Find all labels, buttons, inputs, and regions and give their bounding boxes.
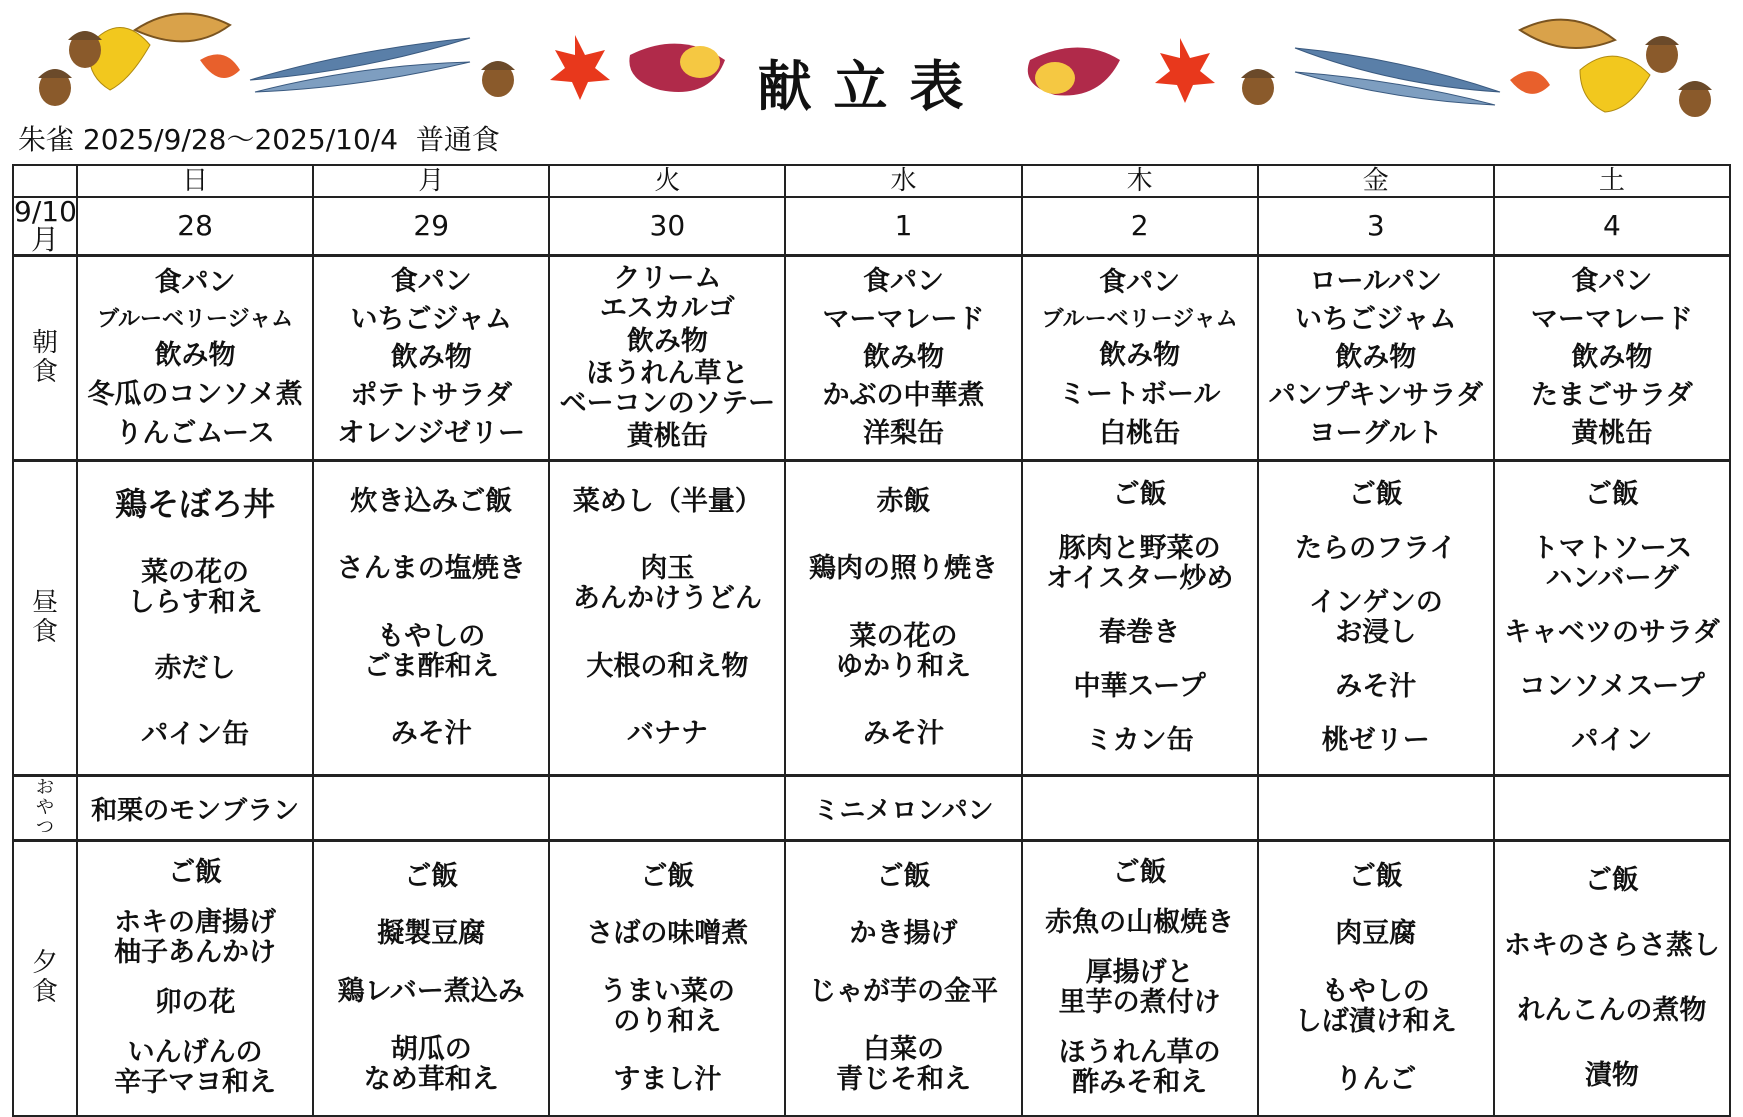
menu-item: ご飯 bbox=[1584, 479, 1639, 510]
dinner-row-cell bbox=[313, 841, 549, 1116]
menu-item: 肉豆腐 bbox=[1335, 918, 1417, 950]
snack-cell: ミニメロンパン bbox=[785, 776, 1021, 841]
menu-item: すまし汁 bbox=[613, 1063, 722, 1095]
day-name: 日 bbox=[77, 165, 313, 197]
day-date: 2 bbox=[1022, 197, 1258, 256]
lunch-row-cell bbox=[549, 461, 785, 776]
menu-item: ヨーグルト bbox=[1308, 418, 1443, 449]
breakfast-row-cell bbox=[1494, 256, 1730, 461]
chestnut-leaf-icon bbox=[135, 14, 230, 42]
snack-row bbox=[13, 776, 1730, 841]
menu-item: 飲み物 bbox=[1099, 339, 1181, 371]
menu-item: かぶの中華煮 bbox=[822, 380, 985, 411]
menu-item: たらのフライ bbox=[1295, 533, 1457, 564]
menu-item: ホキのさらさ蒸し bbox=[1503, 929, 1720, 961]
dinner-row-label: 夕 食 bbox=[13, 841, 77, 1116]
lunch-row-cell bbox=[785, 461, 1021, 776]
menu-item: パイン bbox=[1571, 725, 1653, 756]
menu-table bbox=[12, 164, 1731, 1117]
day-date: 29 bbox=[313, 197, 549, 256]
breakfast-row-cell bbox=[785, 256, 1021, 461]
menu-item: じゃが芋の金平 bbox=[808, 976, 998, 1008]
menu-item: 大根の和え物 bbox=[586, 650, 749, 682]
dinner-row-cell bbox=[549, 841, 785, 1116]
menu-item: りんごムース bbox=[115, 417, 275, 449]
menu-item: 肉玉 あんかけうどん bbox=[572, 553, 762, 615]
lunch-row-cell bbox=[1258, 461, 1494, 776]
menu-item: 飲み物 bbox=[390, 342, 472, 373]
corner-cell bbox=[13, 165, 77, 197]
menu-item: ポテトサラダ bbox=[350, 380, 513, 411]
menu-item: ご飯 bbox=[1348, 860, 1403, 892]
day-name: 火 bbox=[549, 165, 785, 197]
menu-item: 卯の花 bbox=[154, 987, 236, 1019]
menu-item: 食パン bbox=[390, 266, 472, 297]
menu-item: みそ汁 bbox=[862, 718, 944, 750]
menu-item: 炊き込みご飯 bbox=[350, 485, 513, 517]
menu-item: ブルーベリージャム bbox=[1041, 306, 1238, 332]
menu-item: みそ汁 bbox=[1335, 671, 1417, 702]
menu-item: 飲み物 bbox=[1335, 342, 1417, 373]
menu-item: 鶏そぼろ丼 bbox=[115, 485, 276, 523]
menu-item: クリーム エスカルゴ bbox=[599, 263, 735, 325]
day-date: 1 bbox=[785, 197, 1021, 256]
menu-item: 食パン bbox=[1099, 266, 1181, 298]
day-name-row bbox=[13, 165, 1730, 197]
menu-item: 桃ゼリー bbox=[1321, 725, 1430, 756]
dinner-row-cell bbox=[1494, 841, 1730, 1116]
day-name: 月 bbox=[313, 165, 549, 197]
dinner-row-cell bbox=[77, 841, 313, 1116]
menu-item: バナナ bbox=[626, 718, 708, 750]
menu-item: 春巻き bbox=[1099, 617, 1181, 648]
day-name: 土 bbox=[1494, 165, 1730, 197]
menu-item: 冬瓜のコンソメ煮 bbox=[87, 378, 303, 410]
menu-item: 擬製豆腐 bbox=[377, 918, 486, 950]
lunch-row-cell bbox=[1022, 461, 1258, 776]
breakfast-row-cell bbox=[77, 256, 313, 461]
day-date: 28 bbox=[77, 197, 313, 256]
menu-item: 菜の花の しらす和え bbox=[127, 557, 263, 618]
menu-item: うまい菜の のり和え bbox=[599, 976, 735, 1038]
date-row bbox=[13, 197, 1730, 256]
menu-item: 鶏レバー煮込み bbox=[337, 976, 525, 1008]
menu-item: いんげんの 辛子マヨ和え bbox=[114, 1037, 277, 1099]
menu-item: ご飯 bbox=[876, 860, 931, 892]
dinner-row-cell bbox=[1022, 841, 1258, 1116]
dinner-row-cell bbox=[785, 841, 1021, 1116]
breakfast-row bbox=[13, 256, 1730, 461]
month-label: 9/10月 bbox=[14, 195, 77, 256]
menu-item: 漬物 bbox=[1584, 1059, 1639, 1091]
lunch-row-label: 昼 食 bbox=[13, 461, 77, 776]
menu-item: 鶏肉の照り焼き bbox=[808, 553, 998, 585]
menu-item: ご飯 bbox=[404, 860, 459, 892]
lunch-row bbox=[13, 461, 1730, 776]
menu-item: かき揚げ bbox=[849, 918, 958, 950]
menu-item: 黄桃缶 bbox=[626, 420, 708, 452]
day-name: 木 bbox=[1022, 165, 1258, 197]
menu-item: 白菜の 青じそ和え bbox=[835, 1033, 971, 1095]
menu-item: 食パン bbox=[154, 266, 236, 298]
menu-item: ミカン缶 bbox=[1085, 725, 1194, 756]
menu-item: 黄桃缶 bbox=[1571, 418, 1653, 449]
menu-item: 厚揚げと 里芋の煮付け bbox=[1058, 957, 1221, 1019]
snack-cell bbox=[313, 776, 549, 841]
breakfast-row-label: 朝 食 bbox=[13, 256, 77, 461]
snack-cell bbox=[549, 776, 785, 841]
menu-item: ほうれん草と ベーコンのソテー bbox=[559, 358, 776, 420]
menu-item: 赤飯 bbox=[876, 485, 931, 517]
day-name: 水 bbox=[785, 165, 1021, 197]
menu-item: マーマレード bbox=[822, 304, 985, 335]
menu-item: トマトソース ハンバーグ bbox=[1531, 533, 1693, 594]
menu-item: ミートボール bbox=[1058, 378, 1221, 410]
lunch-row-cell bbox=[77, 461, 313, 776]
menu-item: ご飯 bbox=[1112, 479, 1167, 510]
menu-item: マーマレード bbox=[1530, 304, 1693, 335]
breakfast-row-cell bbox=[549, 256, 785, 461]
dinner-row-cell bbox=[1258, 841, 1494, 1116]
menu-item: りんご bbox=[1335, 1063, 1417, 1095]
menu-item: ロールパン bbox=[1309, 266, 1443, 297]
breakfast-row-cell bbox=[1258, 256, 1494, 461]
menu-item: インゲンの お浸し bbox=[1308, 587, 1443, 648]
menu-item: たまごサラダ bbox=[1531, 380, 1693, 411]
menu-item: 食パン bbox=[862, 266, 944, 297]
snack-cell: 和栗のモンブラン bbox=[77, 776, 313, 841]
menu-subtitle: 朱雀 2025/9/28～2025/10/4 普通食 bbox=[18, 123, 500, 156]
snack-cell bbox=[1494, 776, 1730, 841]
menu-item: いちごジャム bbox=[1295, 304, 1457, 335]
menu-item: オレンジゼリー bbox=[337, 418, 526, 449]
breakfast-row-cell bbox=[1022, 256, 1258, 461]
day-date: 30 bbox=[549, 197, 785, 256]
menu-item: さんまの塩焼き bbox=[336, 553, 526, 585]
menu-item: ほうれん草の 酢みそ和え bbox=[1058, 1037, 1221, 1099]
menu-item: 胡瓜の なめ茸和え bbox=[363, 1033, 499, 1095]
menu-item: 洋梨缶 bbox=[862, 418, 944, 449]
menu-item: 食パン bbox=[1571, 266, 1653, 297]
menu-item: コンソメスープ bbox=[1519, 671, 1705, 702]
menu-item: 白桃缶 bbox=[1099, 417, 1181, 449]
menu-item: みそ汁 bbox=[390, 718, 472, 750]
snack-row-label: お や つ bbox=[13, 776, 77, 841]
day-date: 3 bbox=[1258, 197, 1494, 256]
menu-item: れんこんの煮物 bbox=[1517, 994, 1707, 1026]
menu-item: キャベツのサラダ bbox=[1504, 617, 1720, 648]
menu-item: 飲み物 bbox=[154, 339, 236, 371]
day-date: 4 bbox=[1494, 197, 1730, 256]
menu-item: 豚肉と野菜の オイスター炒め bbox=[1045, 533, 1234, 594]
menu-item: 飲み物 bbox=[862, 342, 944, 373]
menu-item: 赤だし bbox=[154, 653, 236, 684]
menu-item: 菜めし（半量） bbox=[572, 485, 762, 517]
menu-item: もやしの しば漬け和え bbox=[1294, 976, 1457, 1038]
menu-item: 飲み物 bbox=[1571, 342, 1653, 373]
dinner-row bbox=[13, 841, 1730, 1116]
menu-item: パンプキンサラダ bbox=[1268, 380, 1483, 411]
menu-item: ご飯 bbox=[1112, 857, 1167, 889]
menu-item: ご飯 bbox=[1348, 479, 1403, 510]
snack-cell bbox=[1022, 776, 1258, 841]
snack-cell bbox=[1258, 776, 1494, 841]
menu-item: ご飯 bbox=[168, 857, 223, 889]
day-name: 金 bbox=[1258, 165, 1494, 197]
menu-item: もやしの ごま酢和え bbox=[363, 620, 499, 682]
breakfast-row-cell bbox=[313, 256, 549, 461]
page-title: 献立表 bbox=[757, 55, 986, 118]
menu-item: ご飯 bbox=[1584, 864, 1639, 896]
menu-item: 赤魚の山椒焼き bbox=[1045, 907, 1235, 939]
menu-item: ホキの唐揚げ 柚子あんかけ bbox=[114, 907, 277, 969]
menu-item: ブルーベリージャム bbox=[96, 306, 294, 332]
menu-item: 飲み物 bbox=[626, 325, 708, 357]
menu-item: 中華スープ bbox=[1073, 671, 1206, 702]
menu-item: パイン缶 bbox=[141, 719, 250, 750]
menu-item: 菜の花の ゆかり和え bbox=[835, 620, 971, 682]
menu-item: ご飯 bbox=[640, 860, 695, 892]
lunch-row-cell bbox=[313, 461, 549, 776]
menu-item: いちごジャム bbox=[350, 304, 512, 335]
menu-item: さばの味噌煮 bbox=[586, 918, 749, 950]
lunch-row-cell bbox=[1494, 461, 1730, 776]
